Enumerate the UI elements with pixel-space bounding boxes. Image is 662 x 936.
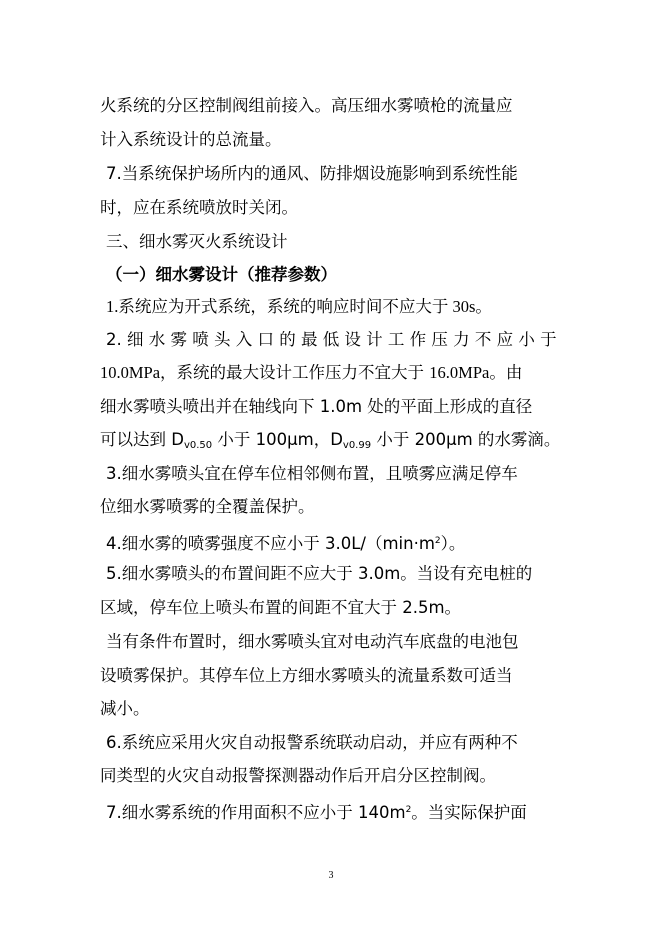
paragraph-line: 火系统的分区控制阀组前接入。高压细水雾喷枪的流量应 (100, 96, 513, 115)
text-span: ，系统的最大设计工作压力不宜大于 (160, 363, 430, 382)
superscript: 2 (405, 805, 412, 815)
text-span: 10.0MPa (100, 363, 161, 382)
text-span: 小于 100μm，D (212, 430, 343, 449)
text-span: 小于 200μm 的水雾滴。 (371, 430, 561, 449)
paragraph-line (106, 297, 571, 317)
paragraph-line: 5.细水雾喷头的布置间距不应大于 3.0m。当设有充电桩的 (106, 564, 533, 583)
text-span: 16.0MPa (429, 363, 490, 382)
text-span: 。由 (489, 363, 523, 382)
paragraph-line: 计入系统设计的总流量。 (100, 130, 282, 149)
paragraph-line: 同类型的火灾自动报警探测器动作后开启分区控制阀。 (100, 766, 496, 785)
paragraph-line: 2. 细 水 雾 喷 头 入 口 的 最 低 设 计 工 作 压 力 不 应 小 于 (106, 330, 557, 349)
subsection-heading: （一）细水雾设计（推荐参数） (106, 265, 337, 284)
paragraph-line: 细水雾喷头喷出并在轴线向下 1.0m 处的平面上形成的直径 (100, 397, 533, 416)
paragraph-line: 位细水雾喷雾的全覆盖保护。 (100, 497, 315, 516)
paragraph-line: 时，应在系统喷放时关闭。 (100, 198, 298, 217)
text-span: 30s (452, 297, 476, 316)
paragraph-line: 7.当系统保护场所内的通风、防排烟设施影响到系统性能 (106, 164, 518, 183)
section-heading: 三、细水雾灭火系统设计 (106, 232, 288, 251)
text-span: 。当实际保护面 (411, 803, 527, 822)
text-span: ）。 (440, 534, 466, 553)
paragraph-line: 当有条件布置时，细水雾喷头宜对电动汽车底盘的电池包 (106, 632, 519, 651)
page-number: 3 (328, 870, 334, 881)
paragraph-line (106, 800, 571, 823)
paragraph-line: 区域，停车位上喷头布置的间距不宜大于 2.5m。 (100, 598, 462, 617)
paragraph-line (106, 531, 571, 554)
paragraph-line: 减小。 (100, 699, 150, 718)
subscript: v0.99 (342, 440, 372, 451)
paragraph-line (100, 430, 565, 456)
paragraph-line: 3.细水雾喷头宜在停车位相邻侧布置，且喷雾应满足停车 (106, 464, 518, 483)
text-span: 4.细水雾的喷雾强度不应小于 3.0L/（min·m (106, 534, 435, 553)
paragraph-line (100, 363, 565, 383)
paragraph-line: 设喷雾保护。其停车位上方细水雾喷头的流量系数可适当 (100, 666, 513, 685)
paragraph-line: 6.系统应采用火灾自动报警系统联动启动，并应有两种不 (106, 733, 518, 752)
text-span: 7.细水雾系统的作用面积不应小于 140m (106, 803, 406, 822)
text-span: 。 (475, 297, 492, 316)
text-span: 可以达到 D (100, 430, 184, 449)
text-span: 1.系统应为开式系统，系统的响应时间不应大于 (106, 297, 453, 316)
superscript: 2 (434, 536, 441, 546)
subscript: v0.50 (183, 440, 213, 451)
